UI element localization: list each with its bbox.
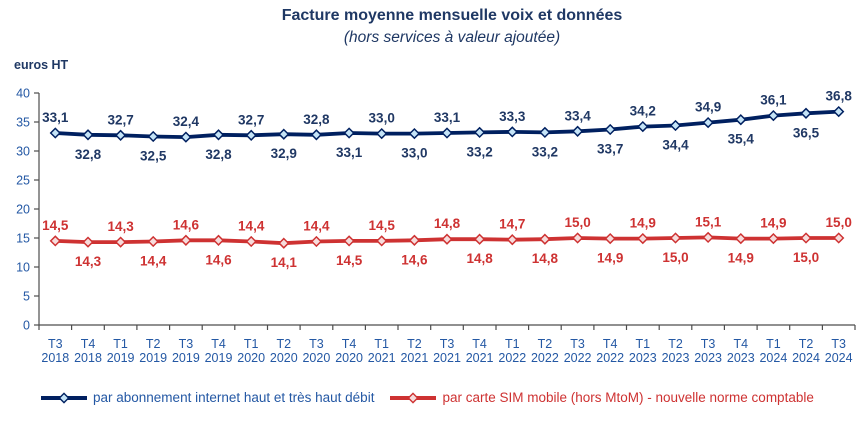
y-tick-label: 35 [16,115,30,130]
diamond-marker [377,129,386,138]
data-label: 36,5 [792,125,820,141]
diamond-marker [181,236,190,245]
data-label: 14,5 [335,252,363,268]
legend-item-internet [40,390,374,405]
data-label: 14,9 [727,250,754,266]
diamond-marker [116,238,125,247]
diamond-marker [834,107,843,116]
x-tick-year: 2021 [367,351,396,365]
data-label: 34,9 [694,99,722,115]
legend-label-internet: par abonnement internet haut et très haut débit [93,390,375,405]
data-label: 14,9 [597,250,624,266]
data-label: 14,8 [433,216,461,232]
diamond-marker [704,118,713,127]
data-label: 32,9 [270,146,297,162]
diamond-marker [345,236,354,245]
data-label: 33,4 [564,108,591,124]
diamond-marker [442,128,451,137]
data-label: 33,3 [499,108,526,124]
legend-diamond-marker [59,393,68,402]
x-tick-quarter: T2 [537,337,553,351]
legend-diamond-marker [409,393,418,402]
x-tick-quarter: T3 [831,337,846,351]
diamond-marker [475,235,484,244]
y-tick-label: 40 [16,86,30,101]
data-label: 14,9 [629,215,656,231]
data-label: 33,0 [368,110,395,126]
diamond-marker [834,233,843,242]
x-tick-year: 2018 [74,351,102,365]
diamond-marker [573,233,582,242]
x-tick-year: 2023 [694,351,723,365]
data-label: 14,8 [531,251,559,267]
data-label: 15,1 [694,214,722,230]
x-tick-quarter: T1 [243,337,259,351]
data-label: 14,4 [140,253,167,269]
x-tick-year: 2022 [563,351,592,365]
x-tick-year: 2021 [465,351,494,365]
data-label: 33,2 [466,144,493,160]
data-label: 36,8 [825,88,852,104]
diamond-marker [312,130,321,139]
x-tick-year: 2024 [792,351,820,365]
diamond-marker [181,133,190,142]
data-label: 32,7 [107,112,134,128]
x-tick-quarter: T2 [145,337,161,351]
x-tick-year: 2024 [824,351,853,365]
data-label: 15,0 [662,250,689,265]
x-tick-year: 2019 [106,351,135,365]
x-tick-year: 2021 [433,351,461,365]
y-tick-label: 15 [16,231,30,246]
x-tick-quarter: T2 [668,337,683,351]
diamond-marker [736,115,745,124]
diamond-marker [475,128,484,137]
diamond-marker [769,111,778,120]
data-label: 33,2 [531,144,559,160]
data-label: 14,9 [760,215,787,231]
diamond-marker [638,234,647,243]
x-tick-year: 2019 [171,351,200,365]
data-label: 32,7 [238,112,265,128]
data-label: 14,4 [303,218,330,234]
y-tick-label: 0 [23,318,30,333]
diamond-marker [51,128,60,137]
data-label: 34,4 [662,137,689,153]
x-tick-quarter: T2 [798,337,814,351]
x-tick-quarter: T3 [570,337,585,351]
y-tick-label: 30 [16,144,30,159]
x-tick-quarter: T1 [374,337,389,351]
x-tick-quarter: T1 [113,337,128,351]
x-tick-quarter: T4 [733,337,749,351]
data-label: 36,1 [760,92,787,108]
diamond-marker [214,130,223,139]
data-label: 33,1 [42,110,69,125]
diamond-marker [801,109,810,118]
diamond-marker [345,128,354,137]
diamond-marker [312,237,321,246]
x-tick-quarter: T3 [700,337,716,351]
diamond-marker [410,236,419,245]
diamond-marker [606,234,615,243]
x-tick-year: 2020 [335,351,364,365]
data-label: 14,7 [499,216,526,232]
legend-sample-blue-line-diamond-icon [40,392,88,404]
diamond-marker [540,128,549,137]
y-tick-label: 20 [16,202,30,217]
x-tick-year: 2019 [139,351,168,365]
x-tick-quarter: T4 [341,337,357,351]
data-label: 14,3 [74,254,102,270]
data-label: 14,5 [42,217,69,233]
diamond-marker [83,238,92,247]
x-tick-quarter: T3 [439,337,455,351]
diamond-marker [508,235,517,244]
data-label: 32,8 [303,111,330,127]
data-label: 32,5 [140,148,167,164]
legend-sample-red-line-diamond-icon [389,392,437,404]
data-label: 32,4 [172,114,200,130]
diamond-marker [116,131,125,140]
legend-item-sim [389,390,813,405]
diamond-marker [442,235,451,244]
diamond-marker [769,234,778,243]
x-tick-quarter: T1 [635,337,651,351]
data-label: 14,1 [270,255,297,271]
diamond-marker [508,127,517,136]
diamond-marker [149,237,158,246]
data-label: 15,0 [825,215,852,230]
diamond-marker [51,236,60,245]
data-label: 14,6 [401,252,428,268]
diamond-marker [279,130,288,139]
y-tick-label: 25 [16,173,30,188]
x-tick-quarter: T3 [309,337,324,351]
x-tick-year: 2022 [596,351,625,365]
data-label: 32,8 [205,146,232,162]
data-label: 33,0 [401,145,428,161]
data-label: 14,4 [238,218,265,234]
x-tick-quarter: T1 [766,337,781,351]
data-label: 15,0 [792,250,820,265]
x-tick-quarter: T3 [178,337,194,351]
x-tick-year: 2022 [498,351,527,365]
x-tick-quarter: T2 [407,337,422,351]
diamond-marker [671,121,680,130]
x-tick-quarter: T4 [80,337,96,351]
y-axis-unit-label: euros HT [14,58,69,72]
diamond-marker [573,127,582,136]
legend-label-sim: par carte SIM mobile (hors MtoM) - nouvelle norme comptable [442,390,814,405]
diamond-marker [279,239,288,248]
diamond-marker [247,237,256,246]
chart-title: Facture moyenne mensuelle voix et données [281,7,623,24]
x-tick-quarter: T4 [602,337,618,351]
data-label: 14,6 [172,217,200,233]
y-tick-label: 10 [16,260,30,275]
diamond-marker [606,125,615,134]
x-tick-year: 2019 [204,351,233,365]
data-label: 15,0 [564,215,591,230]
x-tick-quarter: T2 [276,337,292,351]
data-label: 14,6 [205,252,232,268]
x-tick-quarter: T3 [48,337,63,351]
diamond-marker [671,233,680,242]
data-label: 14,8 [466,251,493,267]
x-tick-year: 2020 [269,351,298,365]
x-tick-year: 2024 [759,351,788,365]
diamond-marker [149,132,158,141]
diamond-marker [247,131,256,140]
chart-legend [40,390,850,405]
diamond-marker [540,235,549,244]
diamond-marker [736,234,745,243]
diamond-marker [801,233,810,242]
diamond-marker [410,129,419,138]
x-tick-quarter: T1 [505,337,520,351]
x-tick-year: 2023 [661,351,690,365]
data-label: 32,8 [74,146,102,162]
x-tick-year: 2020 [237,351,266,365]
x-tick-quarter: T4 [472,337,487,351]
diamond-marker [83,130,92,139]
x-tick-quarter: T4 [211,337,226,351]
data-label: 33,1 [433,110,461,125]
x-tick-year: 2018 [41,351,70,365]
data-label: 33,1 [335,145,363,160]
data-label: 35,4 [727,131,754,147]
diamond-marker [638,122,647,131]
data-label: 33,7 [597,141,624,157]
diamond-marker [214,236,223,245]
diamond-marker [377,236,386,245]
y-tick-label: 5 [23,289,30,304]
x-tick-year: 2021 [400,351,429,365]
x-tick-year: 2020 [302,351,331,365]
x-tick-year: 2022 [530,351,559,365]
diamond-marker [704,233,713,242]
data-label: 34,2 [629,103,656,119]
chart-subtitle: (hors services à valeur ajoutée) [343,29,561,46]
x-tick-year: 2023 [628,351,657,365]
data-label: 14,5 [368,217,395,233]
data-label: 14,3 [107,219,134,235]
x-tick-year: 2023 [726,351,755,365]
